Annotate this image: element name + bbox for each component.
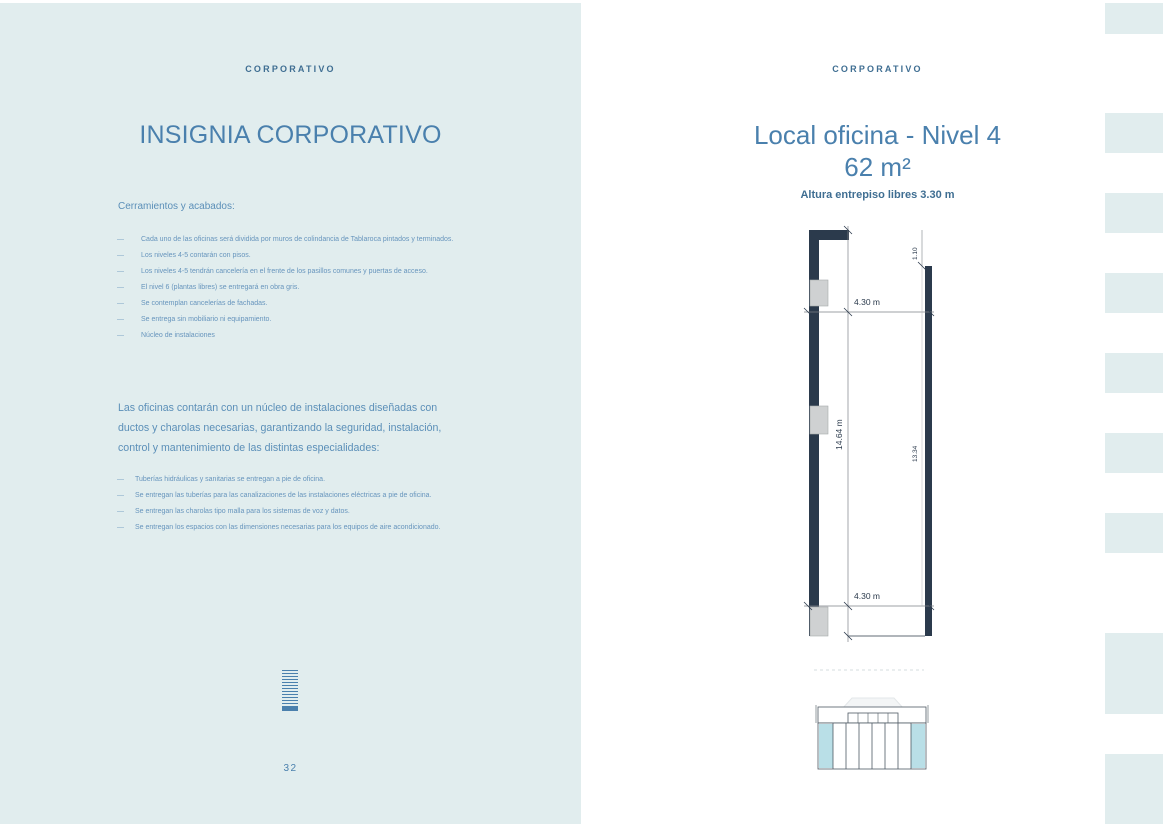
column xyxy=(810,406,828,434)
side-tab xyxy=(1105,193,1163,233)
keyplan-highlight xyxy=(819,724,833,768)
floor-plan xyxy=(800,222,945,644)
side-tab xyxy=(1105,633,1163,714)
list-item: — Se entregan las charolas tipo malla para los sistemas de voz y datos. xyxy=(117,504,465,520)
decorative-stripes-icon xyxy=(282,670,298,711)
inner-length-label: 13.34 xyxy=(912,445,919,462)
keyplan-core xyxy=(848,713,898,723)
finishes-heading: Cerramientos y acabados: xyxy=(118,201,235,212)
list-item: — Se entregan los espacios con las dimensiones necesarias para los equipos de aire acondicionado. xyxy=(117,520,465,536)
side-tab xyxy=(1105,3,1163,34)
top-width-label: 4.30 m xyxy=(854,297,880,307)
top-wall xyxy=(809,230,849,240)
side-tab xyxy=(1105,113,1163,153)
column xyxy=(810,607,828,636)
side-tab xyxy=(1105,513,1163,553)
bottom-width-label: 4.30 m xyxy=(854,591,880,601)
page-title xyxy=(585,119,1163,183)
side-tab xyxy=(1105,273,1163,313)
installations-paragraph: Las oficinas contarán con un núcleo de instalaciones diseñadas con ductos y charolas necesarias, garantizando la seguridad, instalación, control y mantenimiento de las distintas especialidades: xyxy=(118,402,442,454)
section-label: CORPORATIVO xyxy=(832,64,923,74)
list-item: — Cada uno de las oficinas será dividida por muros de colindancia de Tablaroca pintados y terminados. xyxy=(117,232,465,248)
key-plan xyxy=(812,665,932,773)
title-line-1: Local oficina - Nivel 4 xyxy=(753,120,1002,150)
list-item: — Los niveles 4-5 tendrán cancelería en el frente de los pasillos comunes y puertas de acceso. xyxy=(117,264,465,280)
list-item: — Los niveles 4-5 contarán con pisos. xyxy=(117,248,465,264)
ceiling-height-note: Altura entrepiso libres 3.30 m xyxy=(800,189,955,201)
right-wall xyxy=(925,266,932,636)
top-gap-label: 1.10 xyxy=(912,247,919,260)
column xyxy=(810,280,828,306)
list-item: — Se contemplan cancelerías de fachadas. xyxy=(117,296,465,312)
finishes-list xyxy=(117,232,465,344)
length-label: 14.64 m xyxy=(834,419,844,450)
list-item: — El nivel 6 (plantas libres) se entregará en obra gris. xyxy=(117,280,465,296)
installations-list xyxy=(117,472,465,536)
side-tab xyxy=(1105,353,1163,393)
keyplan-highlight xyxy=(911,724,925,768)
list-item: — Tuberías hidráulicas y sanitarias se entregan a pie de oficina. xyxy=(117,472,465,488)
list-item: — Se entregan las tuberías para las canalizaciones de las instalaciones eléctricas a pie de oficina. xyxy=(117,488,465,504)
list-item: — Núcleo de instalaciones xyxy=(117,328,465,344)
section-label: CORPORATIVO xyxy=(245,64,336,74)
page-title: INSIGNIA CORPORATIVO xyxy=(139,121,442,149)
side-tab xyxy=(1105,433,1163,473)
page-number: 32 xyxy=(283,763,298,774)
list-item: — Se entrega sin mobiliario ni equipamiento. xyxy=(117,312,465,328)
left-page xyxy=(0,3,581,824)
side-tab xyxy=(1105,754,1163,824)
title-area: 62 m² xyxy=(844,152,911,182)
